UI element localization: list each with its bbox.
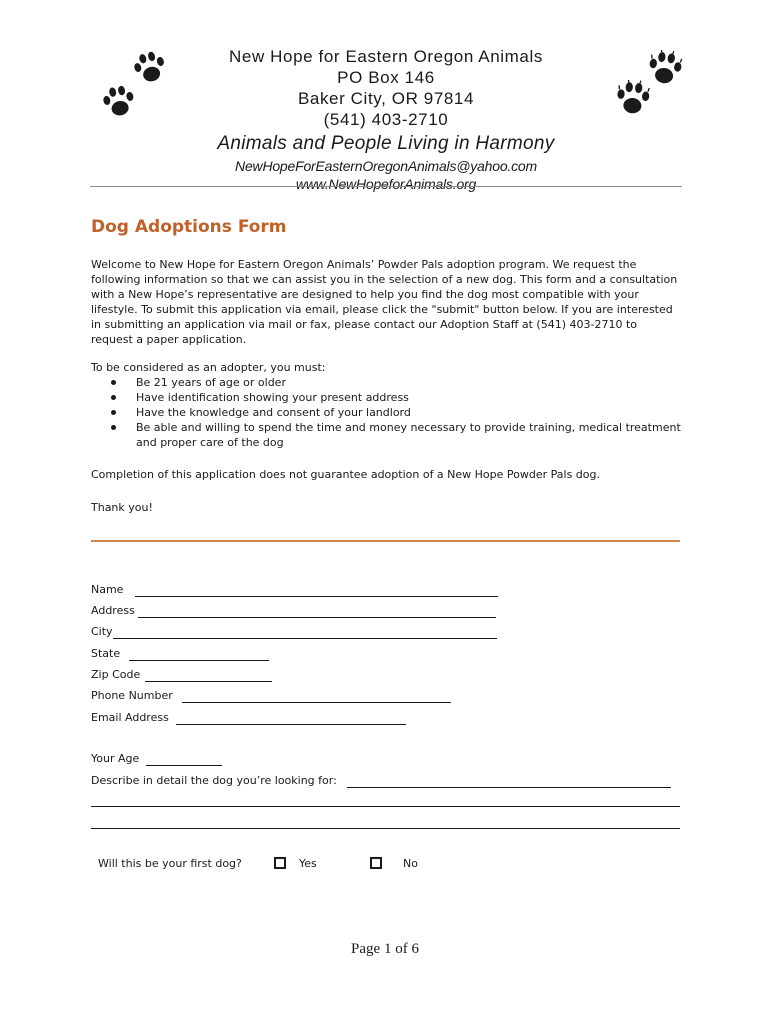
first-dog-question: Will this be your first dog? (98, 857, 242, 870)
no-checkbox[interactable] (370, 857, 382, 869)
city-state-zip: Baker City, OR 97814 (297, 89, 475, 108)
bullet-icon (111, 380, 116, 385)
age-field-row (91, 751, 222, 766)
email-field-row (91, 710, 406, 725)
describe-dog-field-row (91, 773, 671, 788)
disclaimer: Completion of this application does not guarantee adoption of a New Hope Powder Pals dog. (91, 468, 601, 481)
describe-dog-line-2[interactable] (91, 806, 680, 807)
phone-field-row (91, 688, 451, 703)
state-field[interactable] (129, 648, 269, 661)
bullet-icon (111, 425, 116, 430)
list-item (91, 405, 681, 420)
list-item (91, 420, 681, 450)
address-label: Address (91, 604, 135, 617)
thank-you: Thank you! (91, 501, 153, 514)
letterhead (90, 46, 682, 193)
address-field-row (91, 603, 496, 618)
list-item (91, 375, 681, 390)
zip-label: Zip Code (91, 668, 141, 681)
phone-field[interactable] (182, 690, 451, 703)
email-label: Email Address (91, 711, 169, 724)
org-phone: (541) 403-2710 (323, 110, 449, 129)
city-label: City (91, 625, 113, 638)
requirements-intro: To be considered as an adopter, you must: (91, 361, 326, 374)
bullet-icon (111, 410, 116, 415)
requirement-text: Have identification showing your present address (136, 391, 409, 404)
list-item (91, 390, 681, 405)
phone-label: Phone Number (91, 689, 173, 702)
requirement-text: Be 21 years of age or older (136, 376, 286, 389)
page-number: Page 1 of 6 (351, 941, 419, 957)
age-label: Your Age (91, 752, 140, 765)
org-website: www.NewHopeforAnimals.org (295, 176, 477, 192)
requirement-text: Have the knowledge and consent of your landlord (136, 406, 411, 419)
name-field-row (91, 582, 498, 597)
intro-paragraph: Welcome to New Hope for Eastern Oregon Animals’ Powder Pals adoption program. We request the following information so that we can assist you in the selection of a new dog. This form and a consultation with a New Hope’s representative are designed to help you find the dog most compatible with your lifestyle. To submit this application via email, please click the "submit" button below. If you are interested in submitting an application via mail or fax, please contact our Adoption Staff at (541) 403-2710 to request a paper application. (91, 258, 678, 346)
zip-field[interactable] (145, 669, 272, 682)
section-divider (91, 540, 680, 542)
state-field-row (91, 646, 269, 661)
email-field[interactable] (176, 712, 406, 725)
zip-field-row (91, 667, 272, 682)
org-email: NewHopeForEasternOregonAnimals@yahoo.com (235, 158, 537, 174)
yes-checkbox[interactable] (274, 857, 286, 869)
describe-dog-field[interactable] (347, 775, 671, 788)
city-field[interactable] (113, 626, 497, 639)
org-name: New Hope for Eastern Oregon Animals (229, 47, 543, 66)
address-field[interactable] (138, 605, 496, 618)
name-field[interactable] (135, 584, 498, 597)
requirements-list (91, 375, 681, 450)
describe-dog-line-3[interactable] (91, 828, 680, 829)
describe-dog-label: Describe in detail the dog you’re looking for: (91, 774, 337, 787)
age-field[interactable] (146, 753, 222, 766)
name-label: Name (91, 583, 124, 596)
city-field-row (91, 624, 497, 639)
requirement-text: Be able and willing to spend the time and money necessary to provide training, medical treatment and proper care of the dog (136, 421, 681, 449)
header-divider (90, 186, 682, 187)
no-label: No (403, 857, 418, 870)
bullet-icon (111, 395, 116, 400)
po-box: PO Box 146 (337, 68, 435, 87)
tagline: Animals and People Living in Harmony (217, 133, 555, 154)
yes-label: Yes (299, 857, 317, 870)
state-label: State (91, 647, 121, 660)
form-title: Dog Adoptions Form (91, 217, 287, 237)
